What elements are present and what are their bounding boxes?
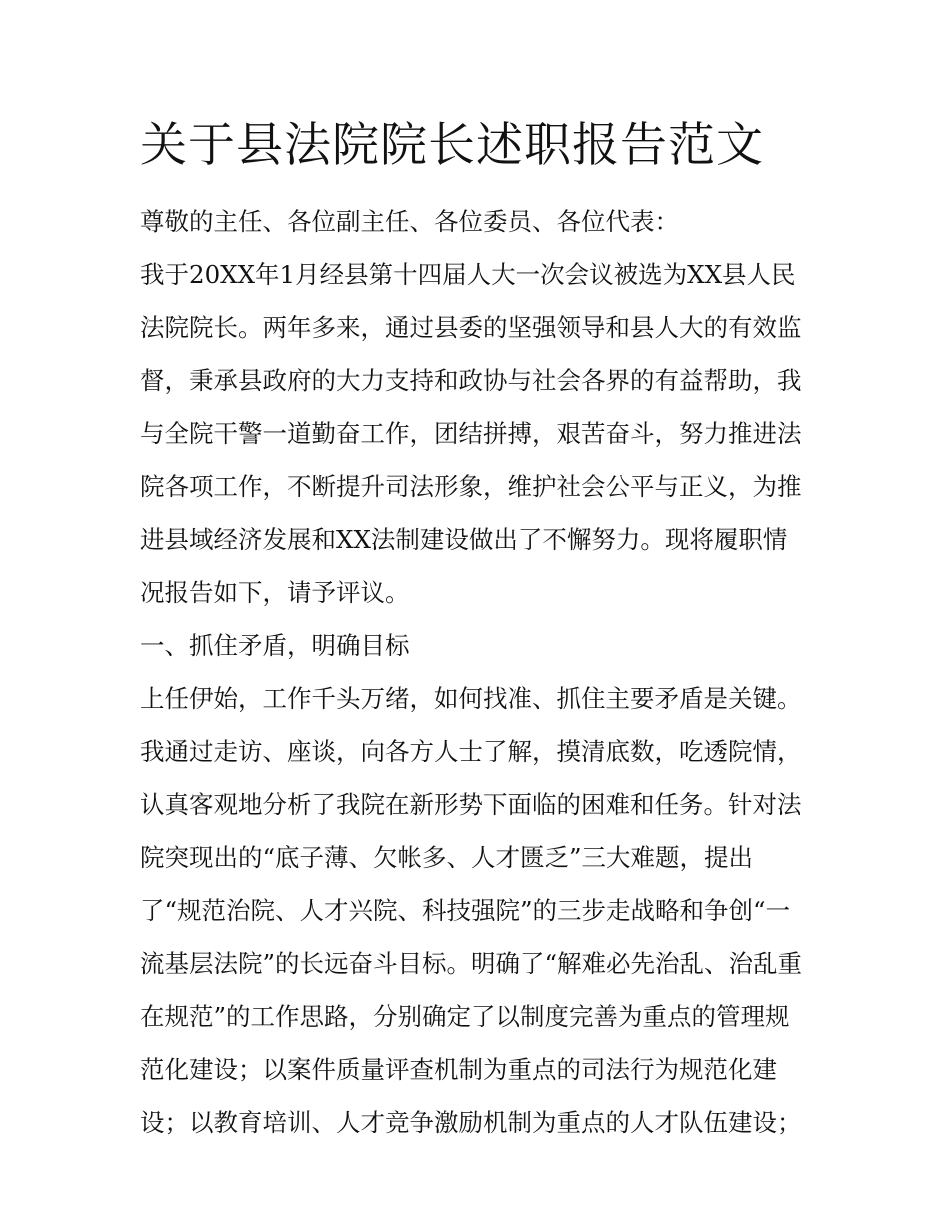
body-line: 在规范”的工作思路，分别确定了以制度完善为重点的管理规 xyxy=(140,1002,790,1031)
body-line: 院各项工作，不断提升司法形象，维护社会公平与正义，为推 xyxy=(140,472,802,501)
body-line: 上任伊始，工作千头万绪，如何找准、抓住主要矛盾是关键。 xyxy=(140,684,802,713)
body-line: 督，秉承县政府的大力支持和政协与社会各界的有益帮助，我 xyxy=(140,366,802,395)
body-line: 与全院干警一道勤奋工作，团结拼搏，艰苦奋斗，努力推进法 xyxy=(140,419,802,448)
body-line: 我于20XX年1月经县第十四届人大一次会议被选为XX县人民 xyxy=(140,260,796,289)
body-line: 法院院长。两年多来，通过县委的坚强领导和县人大的有效监 xyxy=(140,313,802,342)
section-heading: 一、抓住矛盾，明确目标 xyxy=(140,631,410,660)
body-line: 进县域经济发展和XX法制建设做出了不懈努力。现将履职情 xyxy=(140,525,788,554)
body-line: 设；以教育培训、人才竞争激励机制为重点的人才队伍建设； xyxy=(140,1108,802,1137)
document-title: 关于县法院院长述职报告范文 xyxy=(140,118,764,173)
salutation-line: 尊敬的主任、各位副主任、各位委员、各位代表： xyxy=(140,207,679,236)
body-line: 我通过走访、座谈，向各方人士了解，摸清底数，吃透院情， xyxy=(140,737,802,766)
body-line: 认真客观地分析了我院在新形势下面临的困难和任务。针对法 xyxy=(140,790,802,819)
body-line: 范化建设；以案件质量评查机制为重点的司法行为规范化建 xyxy=(140,1055,777,1084)
body-line: 了“规范治院、人才兴院、科技强院”的三步走战略和争创“一 xyxy=(140,896,791,925)
body-line: 况报告如下，请予评议。 xyxy=(140,578,410,607)
body-line: 流基层法院”的长远奋斗目标。明确了“解难必先治乱、治乱重 xyxy=(140,949,803,978)
body-line: 院突现出的“底子薄、欠帐多、人才匮乏”三大难题，提出 xyxy=(140,843,754,872)
